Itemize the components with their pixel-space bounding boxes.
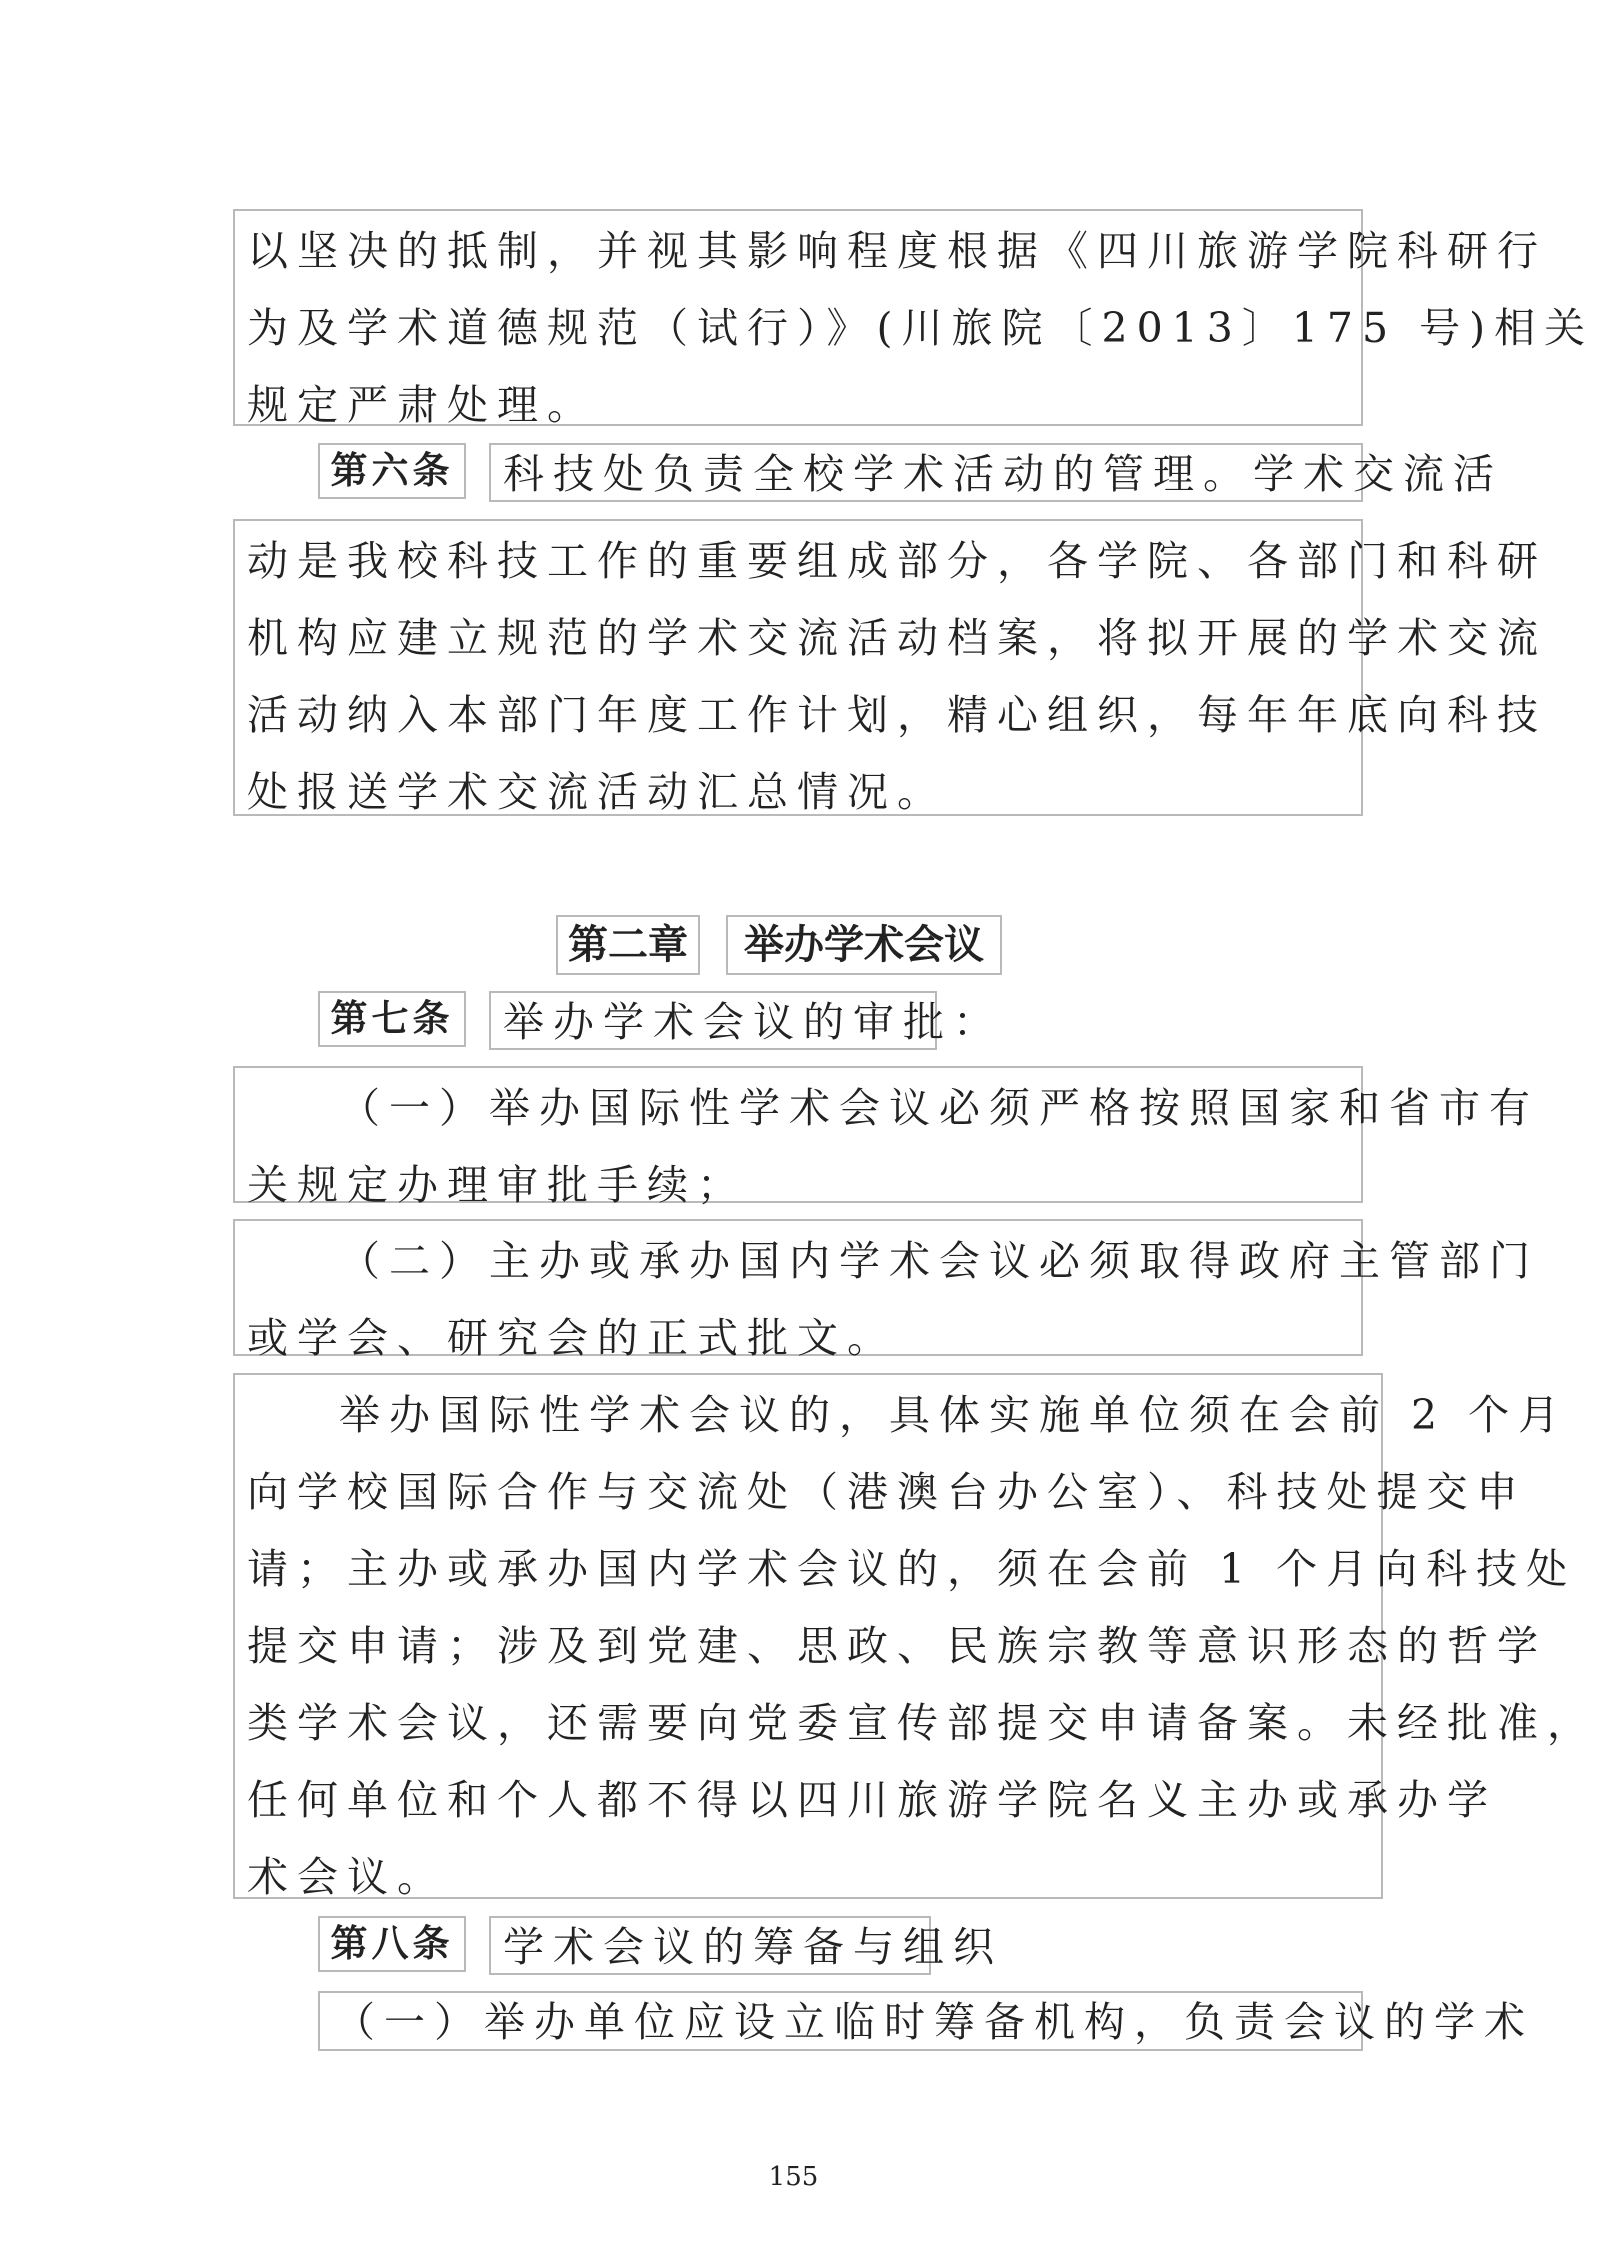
text-line: 术会议。 — [247, 1853, 447, 1901]
article-7-item-2 — [233, 1219, 1539, 1362]
text-line: 提交申请；涉及到党建、思政、民族宗教等意识形态的哲学 — [247, 1622, 1547, 1670]
page-number: 155 — [768, 2162, 819, 2192]
article-7-heading — [489, 991, 1003, 1050]
text-line: 以坚决的抵制，并视其影响程度根据《四川旅游学院科研行 — [247, 227, 1547, 275]
text-line: 或学会、研究会的正式批文。 — [247, 1314, 897, 1362]
text-line: 请；主办或承办国内学术会议的，须在会前 1 个月向科技处 — [247, 1545, 1577, 1593]
article-8-item-1 — [318, 1991, 1534, 2051]
text-line: 关规定办理审批手续； — [247, 1161, 747, 1209]
chapter-number: 第二章 — [556, 915, 700, 975]
text-line: 动是我校科技工作的重要组成部分，各学院、各部门和科研 — [247, 537, 1547, 585]
text-line: 举办国际性学术会议的，具体实施单位须在会前 2 个月 — [339, 1391, 1569, 1439]
article-8-label: 第八条 — [318, 1916, 466, 1972]
text-line: 学术会议的筹备与组织 — [503, 1923, 1003, 1971]
text-line: 规定严肃处理。 — [247, 381, 597, 429]
text-line: 举办学术会议的审批： — [503, 998, 1003, 1046]
text-line: 处报送学术交流活动汇总情况。 — [247, 768, 947, 816]
text-line: 任何单位和个人都不得以四川旅游学院名义主办或承办学 — [247, 1776, 1497, 1824]
text-line: 机构应建立规范的学术交流活动档案，将拟开展的学术交流 — [247, 614, 1547, 662]
chapter-title: 举办学术会议 — [726, 915, 1002, 975]
text-line: （一）举办国际性学术会议必须严格按照国家和省市有 — [339, 1084, 1539, 1132]
article-7-paragraph — [233, 1373, 1597, 1901]
article-7-label: 第七条 — [318, 991, 466, 1047]
paragraph-article5-continuation — [233, 209, 1595, 429]
text-line: 向学校国际合作与交流处（港澳台办公室）、科技处提交申 — [247, 1468, 1527, 1516]
article-6-body — [233, 519, 1547, 816]
text-line: 活动纳入本部门年度工作计划，精心组织，每年年底向科技 — [247, 691, 1547, 739]
text-line: 科技处负责全校学术活动的管理。学术交流活 — [503, 450, 1503, 498]
article-8-heading — [489, 1916, 1003, 1975]
text-line: （一）举办单位应设立临时筹备机构，负责会议的学术 — [334, 1998, 1534, 2046]
article-6-first-line — [489, 443, 1503, 502]
text-line: （二）主办或承办国内学术会议必须取得政府主管部门 — [339, 1237, 1539, 1285]
article-6-label: 第六条 — [318, 443, 466, 499]
article-7-item-1 — [233, 1066, 1539, 1209]
text-line: 为及学术道德规范（试行）》(川旅院〔2013〕175 号)相关 — [247, 304, 1595, 352]
text-line: 类学术会议，还需要向党委宣传部提交申请备案。未经批准， — [247, 1699, 1597, 1747]
